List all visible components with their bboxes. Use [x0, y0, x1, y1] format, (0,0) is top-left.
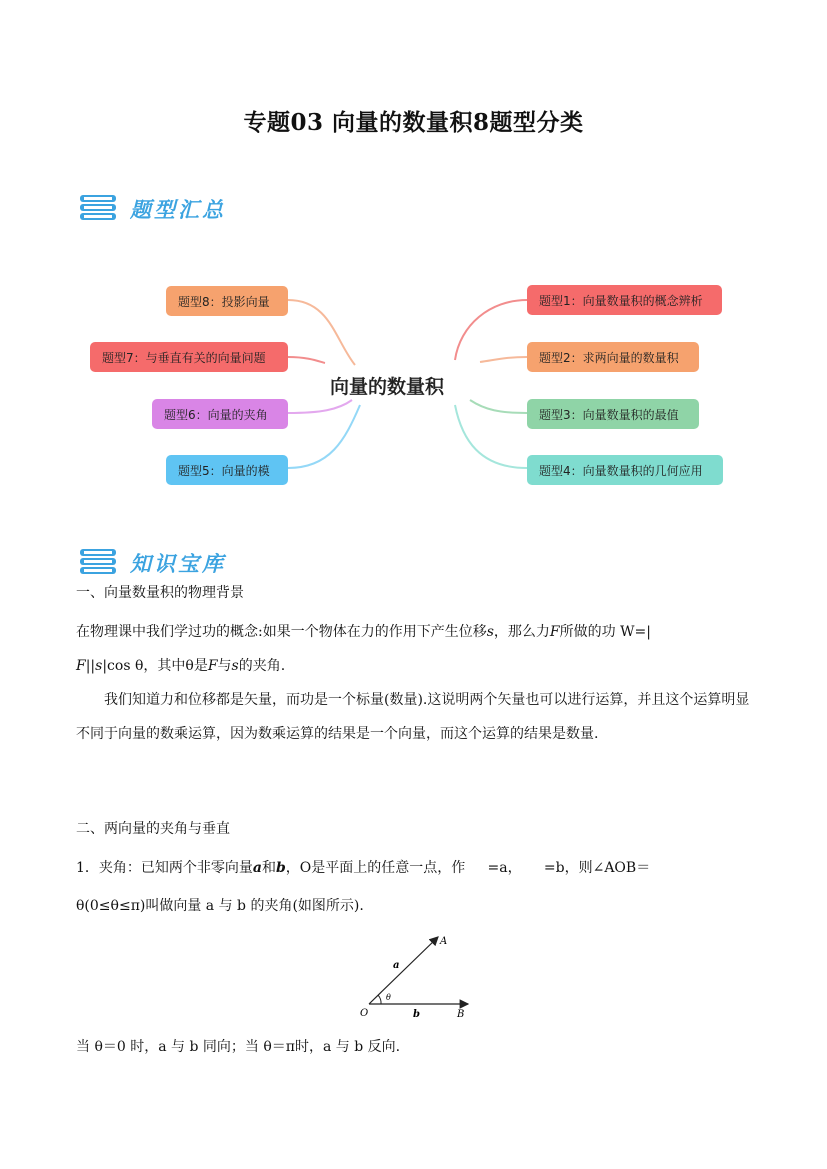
section-title: 知识宝库	[130, 552, 226, 576]
mindmap-node-left-4: 题型5：向量的模	[166, 455, 288, 485]
angle-arc	[378, 995, 381, 1004]
label-theta: θ	[386, 993, 391, 1002]
page-title: 专题03 向量的数量积8题型分类	[243, 109, 584, 136]
books-icon	[78, 192, 122, 226]
angle-figure	[355, 928, 480, 1023]
heading-1: 一、向量数量积的物理背景	[76, 585, 244, 601]
label-B: B	[457, 1009, 465, 1020]
mindmap-node-right-1: 题型1：向量数量积的概念辨析	[527, 285, 722, 315]
label-b: b	[413, 1009, 420, 1020]
heading-2: 二、两向量的夹角与垂直	[76, 821, 230, 837]
paragraph-2: F||s|cos θ，其中θ是F与s的夹角.	[76, 658, 286, 674]
mindmap-node-right-4: 题型4：向量数量积的几何应用	[527, 455, 723, 485]
paragraph-1: 在物理课中我们学过功的概念:如果一个物体在力的作用下产生位移s，那么力F所做的功 W=|	[76, 624, 651, 640]
section-header-summary	[78, 192, 226, 226]
mindmap-node-right-2: 题型2：求两向量的数量积	[527, 342, 699, 372]
label-A: A	[440, 936, 448, 947]
label-a: a	[393, 960, 400, 971]
paragraph-5: θ(0≤θ≤π)叫做向量 a 与 b 的夹角(如图所示).	[76, 898, 364, 914]
label-O: O	[360, 1008, 369, 1019]
paragraph-6: 当 θ＝0 时，a 与 b 同向；当 θ＝π时，a 与 b 反向.	[76, 1039, 401, 1055]
mindmap-node-left-2: 题型7：与垂直有关的向量问题	[90, 342, 288, 372]
mindmap-node-left-3: 题型6：向量的夹角	[152, 399, 288, 429]
books-icon	[78, 546, 122, 580]
paragraph-4: 1．夹角：已知两个非零向量a和b，O是平面上的任意一点，作 =a， =b，则∠AOB＝	[76, 860, 651, 876]
paragraph-3: 我们知道力和位移都是矢量，而功是一个标量(数量).这说明两个矢量也可以进行运算，并且这个运算明显不同于向量的数乘运算，因为数乘运算的结果是一个向量，而这个运算的结果是数量.	[76, 692, 750, 742]
vector-a-line	[369, 937, 438, 1004]
mindmap-node-left-1: 题型8：投影向量	[166, 286, 288, 316]
section-header-knowledge	[78, 546, 226, 580]
mindmap-center: 向量的数量积	[330, 376, 445, 398]
mindmap-node-right-3: 题型3：向量数量积的最值	[527, 399, 699, 429]
section-title: 题型汇总	[130, 198, 226, 222]
